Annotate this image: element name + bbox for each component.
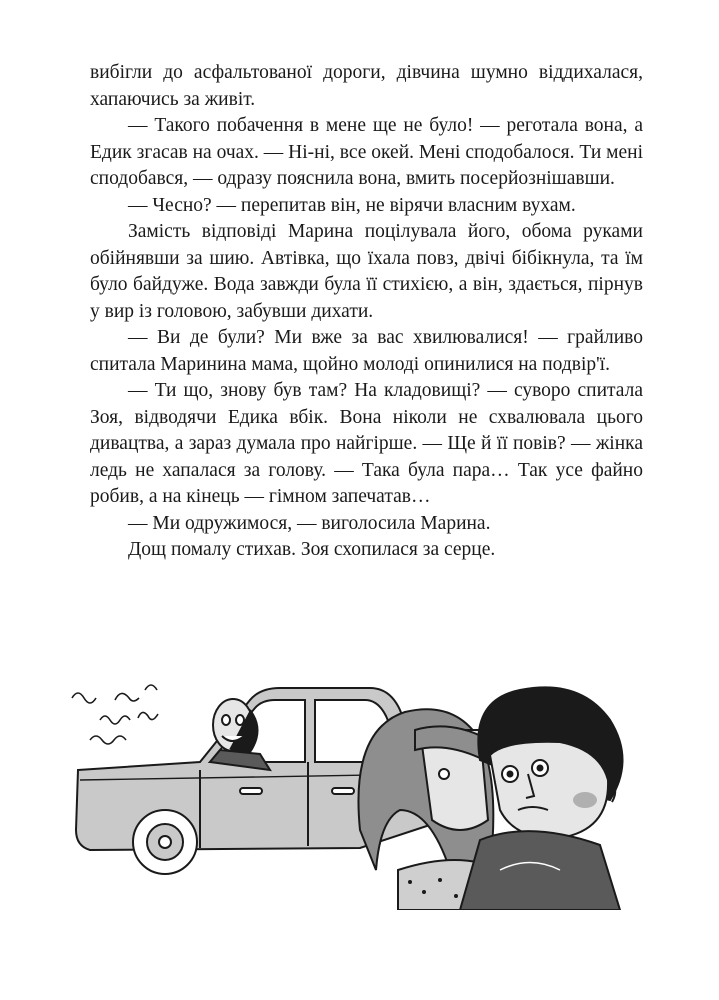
paragraph: — Ти що, знову був там? На кладовищі? — суворо спитала Зоя, відводячи Едика вбік. Вона ніколи не схвалювала цього дивацтва, а зараз думала про найгірше. — Ще й її повів? — жінка ледь не хапалася за голову. — Така була пара… Так усе файно робив, а на кінець — гімном запечатав… bbox=[90, 380, 643, 507]
paragraph: — Ми одружимося, — виголосила Марина. bbox=[128, 512, 491, 534]
paragraph: Замість відповіді Марина поцілувала його, обома руками обійнявши за шию. Автівка, що їхала повз, двічі бібікнула, та їм було байдуже. Вода завжди була її стихією, а він, здається, пірнув у вир із головою, забувши дихати. bbox=[90, 221, 643, 322]
paragraph: — Чесно? — перепитав він, не вірячи власним вухам. bbox=[128, 194, 576, 216]
paragraph: — Ви де були? Ми вже за вас хвилювалися! — грайливо спитала Маринина мама, щойно молоді опинилися на подвір'ї. bbox=[90, 327, 643, 375]
man-jacket bbox=[460, 831, 620, 910]
illustration bbox=[60, 670, 660, 910]
body-text bbox=[90, 60, 643, 564]
paragraph: Дощ помалу стихав. Зоя схопилася за серце. bbox=[128, 539, 496, 560]
paragraph: вибігли до асфальтованої дороги, дівчина шумно віддихалася, хапаючись за живіт. bbox=[90, 62, 643, 110]
man-blush bbox=[573, 792, 597, 808]
paragraph: — Такого побачення в мене ще не було! — реготала вона, а Едик згасав на очах. — Ні-ні, все окей. Мені сподобалося. Ти мені сподобався, — одразу пояснила вона, вмить посерйознішавши. bbox=[90, 115, 643, 189]
exhaust-squiggles bbox=[72, 685, 158, 744]
